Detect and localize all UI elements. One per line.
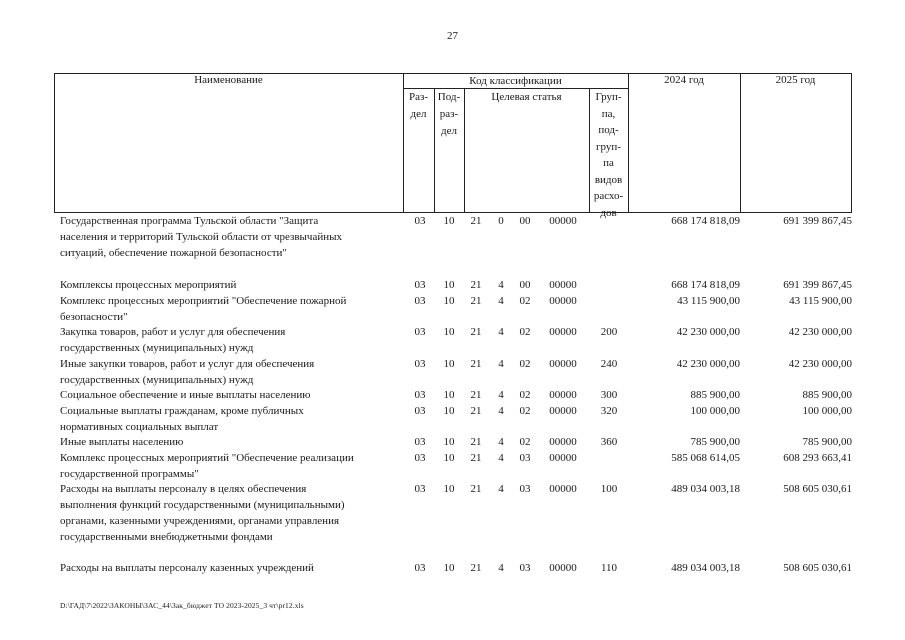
header-2025: 2025 год — [775, 74, 816, 86]
cell-razdel: 03 — [414, 562, 426, 574]
cell-target-3: 02 — [519, 358, 531, 370]
cell-razdel: 03 — [414, 405, 426, 417]
cell-amount-2025: 43 115 900,00 — [789, 295, 852, 307]
cell-target-2: 4 — [498, 436, 504, 448]
cell-target-4: 00000 — [549, 279, 577, 291]
cell-podrazdel: 10 — [443, 436, 455, 448]
cell-razdel: 03 — [414, 452, 426, 464]
cell-target-2: 4 — [498, 452, 504, 464]
cell-podrazdel: 10 — [443, 326, 455, 338]
cell-target-1: 21 — [470, 215, 482, 227]
cell-podrazdel: 10 — [443, 295, 455, 307]
cell-razdel: 03 — [414, 326, 426, 338]
row-name: Комплекс процессных мероприятий "Обеспечение пожарной безопасности" — [60, 295, 347, 323]
cell-expense-group: 200 — [600, 326, 618, 338]
cell-amount-2025: 100 000,00 — [802, 405, 852, 417]
cell-target-1: 21 — [470, 279, 482, 291]
cell-podrazdel: 10 — [443, 389, 455, 401]
header-expense-group: Груп- па, под- груп- па видов расхо- дов — [593, 91, 624, 219]
cell-razdel: 03 — [414, 295, 426, 307]
cell-expense-group: 100 — [600, 483, 618, 495]
cell-amount-2024: 668 174 818,09 — [671, 279, 740, 291]
cell-amount-2024: 42 230 000,00 — [676, 326, 740, 338]
cell-amount-2024: 43 115 900,00 — [677, 295, 740, 307]
cell-target-1: 21 — [470, 405, 482, 417]
cell-amount-2024: 785 900,00 — [690, 436, 740, 448]
cell-target-3: 03 — [519, 562, 531, 574]
cell-amount-2024: 885 900,00 — [690, 389, 740, 401]
cell-target-2: 4 — [498, 279, 504, 291]
file-path: D:\ГАД\7\2022\ЗАКОНЫ\ЗАС_44\Зак_бюджет ТО 2023-2025_3 чт\pr12.xls — [60, 601, 304, 610]
cell-target-2: 0 — [498, 215, 504, 227]
cell-amount-2024: 585 068 614,05 — [671, 452, 740, 464]
cell-target-4: 00000 — [549, 389, 577, 401]
cell-target-1: 21 — [470, 436, 482, 448]
cell-expense-group: 360 — [600, 436, 618, 448]
cell-podrazdel: 10 — [443, 279, 455, 291]
cell-target-4: 00000 — [549, 326, 577, 338]
cell-target-2: 4 — [498, 405, 504, 417]
cell-target-3: 00 — [519, 215, 531, 227]
cell-target-4: 00000 — [549, 295, 577, 307]
cell-amount-2025: 885 900,00 — [802, 389, 852, 401]
cell-target-1: 21 — [470, 389, 482, 401]
cell-target-2: 4 — [498, 562, 504, 574]
cell-amount-2025: 785 900,00 — [802, 436, 852, 448]
header-2024: 2024 год — [664, 74, 704, 86]
cell-amount-2025: 508 605 030,61 — [783, 483, 852, 495]
cell-amount-2025: 42 230 000,00 — [788, 358, 852, 370]
cell-podrazdel: 10 — [443, 405, 455, 417]
cell-target-4: 00000 — [549, 483, 577, 495]
cell-target-2: 4 — [498, 295, 504, 307]
cell-target-3: 03 — [519, 452, 531, 464]
cell-razdel: 03 — [414, 483, 426, 495]
cell-target-3: 00 — [519, 279, 531, 291]
header-classification-code: Код классификации — [469, 75, 562, 87]
cell-target-1: 21 — [470, 295, 482, 307]
row-name: Комплекс процессных мероприятий "Обеспечение реализации государственной программы" — [60, 452, 354, 480]
page-number: 27 — [447, 30, 458, 42]
row-name: Расходы на выплаты персоналу казенных учреждений — [60, 562, 314, 574]
cell-podrazdel: 10 — [443, 215, 455, 227]
cell-expense-group: 240 — [600, 358, 618, 370]
cell-podrazdel: 10 — [443, 452, 455, 464]
cell-target-3: 02 — [519, 405, 531, 417]
cell-amount-2025: 691 399 867,45 — [783, 215, 852, 227]
cell-amount-2024: 100 000,00 — [690, 405, 740, 417]
cell-target-4: 00000 — [549, 436, 577, 448]
row-name: Иные выплаты населению — [60, 436, 184, 448]
cell-razdel: 03 — [414, 215, 426, 227]
cell-target-4: 00000 — [549, 215, 577, 227]
cell-target-3: 03 — [519, 483, 531, 495]
header-target-article: Целевая статья — [491, 91, 562, 103]
row-name: Иные закупки товаров, работ и услуг для обеспечения государственных (муниципальных) нужд — [60, 358, 315, 386]
cell-podrazdel: 10 — [443, 562, 455, 574]
cell-target-2: 4 — [498, 326, 504, 338]
cell-amount-2024: 42 230 000,00 — [676, 358, 740, 370]
header-name: Наименование — [194, 74, 263, 86]
cell-amount-2025: 691 399 867,45 — [783, 279, 852, 291]
row-name: Социальное обеспечение и иные выплаты населению — [60, 389, 311, 401]
cell-podrazdel: 10 — [443, 483, 455, 495]
cell-razdel: 03 — [414, 279, 426, 291]
cell-target-4: 00000 — [549, 405, 577, 417]
cell-target-2: 4 — [498, 389, 504, 401]
cell-target-2: 4 — [498, 483, 504, 495]
cell-amount-2025: 42 230 000,00 — [788, 326, 852, 338]
row-name: Комплексы процессных мероприятий — [60, 279, 237, 291]
cell-target-3: 02 — [519, 389, 531, 401]
cell-target-4: 00000 — [549, 452, 577, 464]
cell-amount-2024: 489 034 003,18 — [671, 562, 740, 574]
cell-amount-2024: 489 034 003,18 — [671, 483, 740, 495]
cell-target-1: 21 — [470, 483, 482, 495]
cell-target-1: 21 — [470, 452, 482, 464]
header-podrazdel: Под- раз- дел — [437, 91, 461, 137]
cell-target-1: 21 — [470, 358, 482, 370]
cell-amount-2024: 668 174 818,09 — [671, 215, 740, 227]
cell-target-1: 21 — [470, 562, 482, 574]
row-name: Государственная программа Тульской области "Защита населения и территорий Тульской области от чрезвычайных ситуаций, обеспечение пожарной безопасности" — [60, 215, 343, 259]
cell-target-3: 02 — [519, 295, 531, 307]
header-razdel: Раз- дел — [408, 91, 428, 120]
row-name: Социальные выплаты гражданам, кроме публичных нормативных социальных выплат — [60, 405, 304, 433]
cell-expense-group: 110 — [600, 562, 618, 574]
row-name: Закупка товаров, работ и услуг для обеспечения государственных (муниципальных) нужд — [60, 326, 286, 354]
cell-podrazdel: 10 — [443, 358, 455, 370]
cell-target-3: 02 — [519, 436, 531, 448]
cell-amount-2025: 508 605 030,61 — [783, 562, 852, 574]
cell-target-3: 02 — [519, 326, 531, 338]
cell-target-4: 00000 — [549, 358, 577, 370]
cell-target-2: 4 — [498, 358, 504, 370]
cell-razdel: 03 — [414, 389, 426, 401]
row-name: Расходы на выплаты персоналу в целях обеспечения выполнения функций государственными (муниципальными) органами, казенными учреждениями, органами управления государственными внебюджетными фондами — [60, 483, 345, 543]
cell-expense-group: 320 — [600, 405, 618, 417]
cell-razdel: 03 — [414, 436, 426, 448]
cell-target-4: 00000 — [549, 562, 577, 574]
cell-expense-group: 300 — [600, 389, 618, 401]
cell-razdel: 03 — [414, 358, 426, 370]
cell-target-1: 21 — [470, 326, 482, 338]
cell-amount-2025: 608 293 663,41 — [783, 452, 852, 464]
